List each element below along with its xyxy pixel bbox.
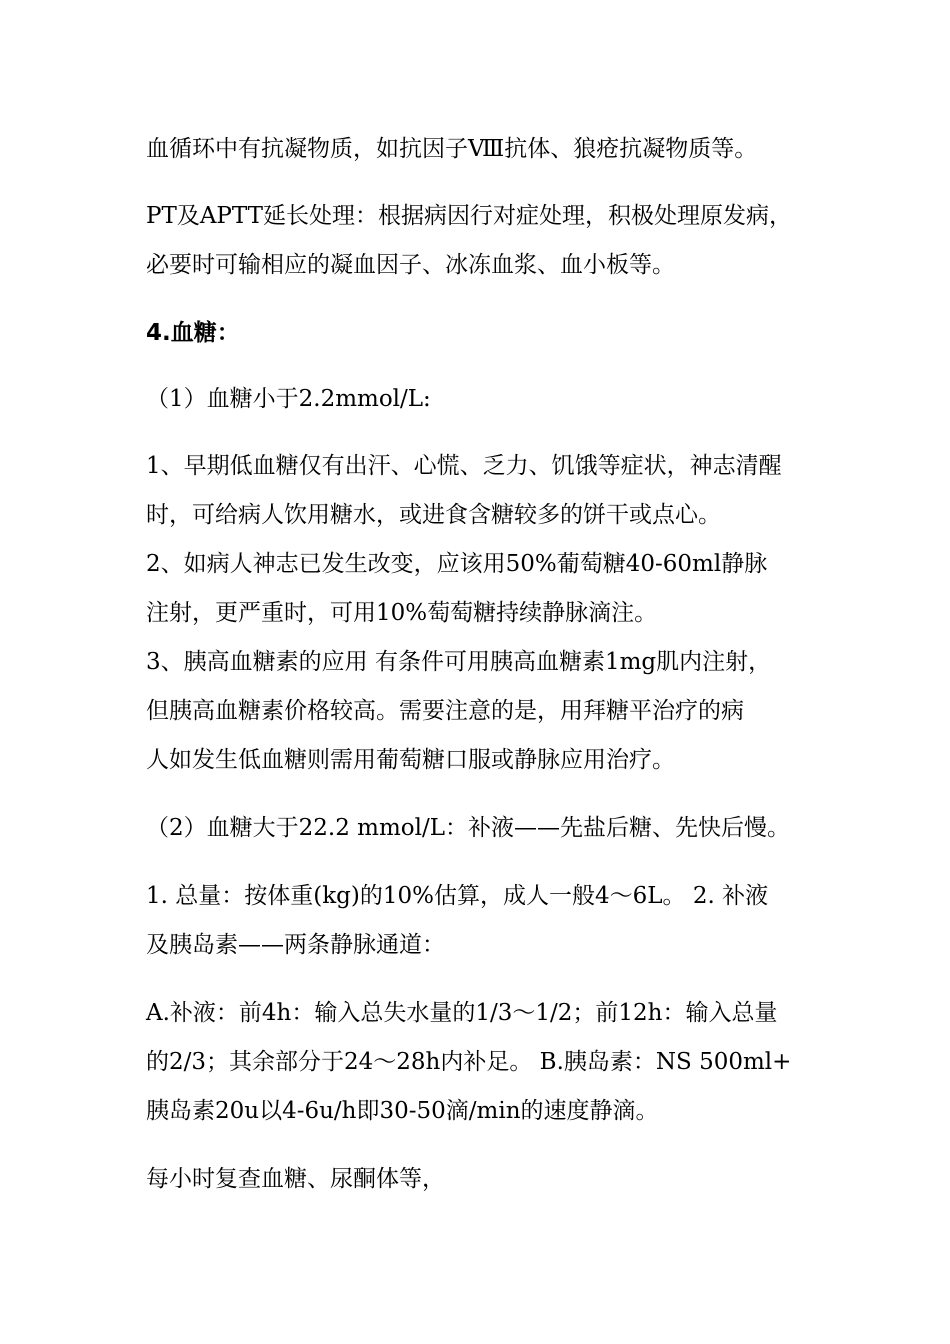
paragraph-line: 及胰岛素——两条静脉通道：	[146, 932, 445, 958]
section-heading: 4.血糖：	[146, 320, 240, 346]
paragraph-line: 人如发生低血糖则需用葡萄糖口服或静脉应用治疗。	[146, 747, 675, 773]
paragraph-line: 注射，更严重时，可用10%萄萄糖持续静脉滴注。	[146, 600, 658, 626]
subsection-heading: （1）血糖小于2.2mmol/L:	[146, 386, 431, 412]
paragraph-line: 1. 总量：按体重(kg)的10%估算，成人一般4～6L。 2. 补液	[146, 883, 769, 909]
paragraph-line: 但胰高血糖素价格较高。需要注意的是，用拜糖平治疗的病	[146, 698, 744, 724]
paragraph-line: 1、早期低血糖仅有出汗、心慌、乏力、饥饿等症状，神志清醒	[146, 453, 782, 479]
paragraph-line: 血循环中有抗凝物质，如抗因子Ⅷ抗体、狼疮抗凝物质等。	[146, 136, 758, 162]
paragraph-line: 的2/3；其余部分于24～28h内补足。 B.胰岛素：NS 500ml+	[146, 1049, 792, 1075]
paragraph-line: 必要时可输相应的凝血因子、冰冻血浆、血小板等。	[146, 252, 675, 278]
subsection-heading: （2）血糖大于22.2 mmol/L：补液——先盐后糖、先快后慢。	[146, 815, 790, 841]
paragraph-line: 时，可给病人饮用糖水，或进食含糖较多的饼干或点心。	[146, 502, 721, 528]
paragraph-line: 3、胰高血糖素的应用 有条件可用胰高血糖素1mg肌内注射，	[146, 649, 772, 675]
paragraph-line: A.补液：前4h：输入总失水量的1/3～1/2；前12h：输入总量	[146, 1000, 778, 1026]
paragraph-line: 每小时复查血糖、尿酮体等，	[146, 1166, 445, 1192]
paragraph-line: 胰岛素20u以4-6u/h即30-50滴/min的速度静滴。	[146, 1098, 659, 1124]
paragraph-line: PT及APTT延长处理：根据病因行对症处理，积极处理原发病，	[146, 203, 793, 229]
paragraph-line: 2、如病人神志已发生改变，应该用50%葡萄糖40-60ml静脉	[146, 551, 768, 577]
